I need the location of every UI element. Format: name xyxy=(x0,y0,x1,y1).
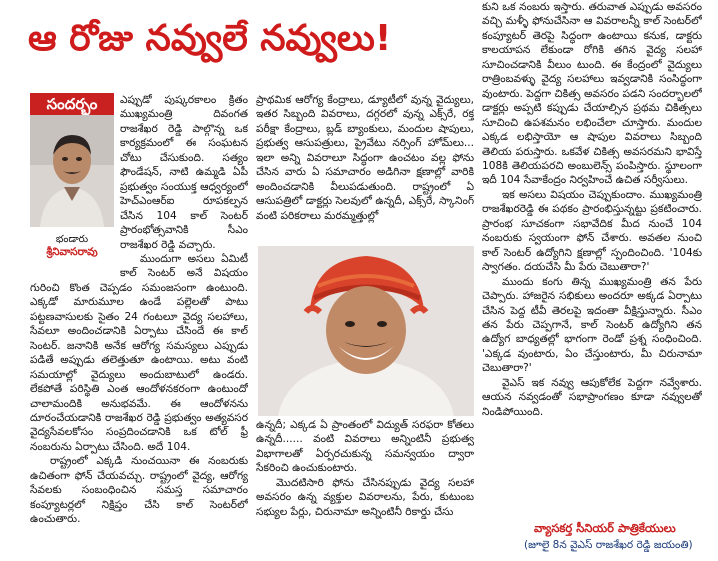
columnist-box xyxy=(30,93,114,265)
paragraph: ముందు కంగు తిన్న ముఖ్యమంత్రి తన పేరు చెప్పారు. హాజరైన సభికులు అందరూ అక్కడ ఏర్పాటు చేసిన పెద్ద టీవీ తెరలపై ఇదంతా వీక్షిస్తున్నారు. సీఎం తన పేరు చెప్పగానే, కాల్ సెంటర్ ఉద్యోగిని తన ఉద్యోగ బాధ్యతల్లో భాగంగా రెండో ప్రశ్న సంధించింది. 'ఎక్కడ వుంటారు, ఏం చేస్తుంటారు, మీ చిరునామా చెబుతారా?' xyxy=(482,275,702,375)
paragraph: ముందుగా అసలు ఏమిటీ కాల్ సెంటర్ అనే విషయం గురించి కొంత చెప్పడం సమంజసంగా ఉంటుంది. ఎక్కడో మారుమూల ఉండే పల్లెలతో పాటు పట్టణవాసులకు సైతం 24 గంటలూ వైద్య సలహాలు, సేవలూ అందించడానికి ఏర్పాటు చేసిందే ఈ కాల్ సెంటర్. జనానికి అనేక ఆరోగ్య సమస్యలు ఎప్పుడు పడితే అప్పుడు తలెత్తుతూ ఉంటాయి. అటు వంటి సమయాల్లో వైద్యులు అందుబాటులో ఉండరు. లేకపోతే పరిస్థితి ఎంత ఆందోళనకరంగా ఉంటుందో చాలామందికి అనుభవమే. ఈ ఆందోళనను దూరంచేయడానికి రాజశేఖర రెడ్డి ప్రభుత్వం అత్యవసర వైద్యసేవలకోసం సంప్రదించడానికి ఒక టోల్ ఫ్రీ నంబరును ఏర్పాటు చేసింది. అదే 104. xyxy=(30,252,248,453)
headline: ఆ రోజు నవ్వులే నవ్వులు! xyxy=(28,18,392,59)
byline-name: శ్రీనివాసరావు xyxy=(46,246,98,259)
columnist-photo xyxy=(30,115,114,227)
paragraph: కుని ఒక నంబరు ఇస్తారు. తరువాత ఎప్పుడు అవసరం వచ్చి మళ్ళీ ఫోనుచేసినా ఆ వివరాలన్నీ కాల్ సెంటర్‌లో కంప్యూటర్ తెరపై సిద్ధంగా ఉంటాయి కనుక, డాక్టరు కాలయాపన లేకుండా రోగికి తగిన వైద్య సలహా సూచించడానికి వీలుం టుంది. ఈ కేంద్రంలో వైద్యులు రాత్రింబవళ్ళు వైద్య సలహాలు ఇవ్వడానికి సంసిద్ధంగా వుంటారు. పెద్దగా చికిత్స అవసరం పడని సందర్భాలలో డాక్టర్లు అప్పటి కప్పుడు చేయాల్సిన ప్రథమ చికిత్సలు సూచించి ఉపశమనం లభించేలా చూస్తారు. మందుల ఎక్కడ లభిస్తాయో ఆ షాపుల వివరాలు సిబ్బంది తెలియ పరుస్తారు. ఒకవేళ చికిత్స అవసరమని భావిస్తే 108కి తెలియపరచి అంబులెన్స్ పంపిస్తారు. స్థూలంగా ఇదీ 104 సేవాకేంద్రం నిర్వహించే ఉచిత సర్వీసులు. xyxy=(482,1,702,187)
article-column-2-bottom xyxy=(256,418,474,561)
paragraph: మొదటిసారి ఫోను చేసినప్పుడు వైద్య సలహా అవసరం ఉన్న వ్యక్తుల వివరాలను, పేరు, కుటుంబ సభ్యుల పేర్లు, చిరునామా అన్నింటినీ రికార్డు చేసు xyxy=(256,476,474,518)
author-note: వ్యాసకర్త సీనియర్ పాత్రికేయులు xyxy=(534,521,676,535)
paragraph: రాష్ట్రంలో ఎక్కడి నుంచయినా ఈ నంబరుకు ఉచితంగా ఫోన్ చేయవచ్చు. రాష్ట్రంలో వైద్య, ఆరోగ్య సేవలకు సంబంధించిన సమస్త సమాచారం కంప్యూటర్లలో నిక్షిప్తం చేసి కాల్ సెంటర్‌లో ఉంచుతారు. xyxy=(30,455,248,526)
paragraph: ఇక అసలు విషయం చెప్పుకుందాం. ముఖ్యమంత్రి రాజశేఖరరెడ్డి ఈ పథకం ప్రారంభిస్తున్నట్టు ప్రకటించారు. ప్రారంభ సూచకంగా సభావేదిక మీద నుంచే 104 నంబరుకు స్వయంగా ఫోన్ చేశారు. అవతల నుంచి కాల్ సెంటర్ ఉద్యోగిని క్షణాల్లో స్పందించింది. '104కు స్వాగతం. దయచేసి మీ పేరు చెబుతారా?' xyxy=(482,188,702,274)
paragraph: ఎప్పుడో పుష్కరకాలం క్రితం ముఖ్యమంత్రి దివంగత రాజశేఖర రెడ్డి పాల్గొన్న ఒక కార్యక్రమంలో ఈ సంఘటన చోటు చేసుకుంది. సత్యం ఫౌండేషన్, నాటి ఉమ్మడి ఏపీ ప్రభుత్వం సంయుక్త ఆధ్వర్యంలో హెచ్‌ఎంఆర్‌ఐ రూపకల్పన చేసిన 104 కాల్ సెంటర్ ప్రారంభోత్సవానికి సీఎం రాజశేఖర రెడ్డి వచ్చారు. xyxy=(120,94,248,251)
column-tag: సందర్భం xyxy=(30,93,114,115)
article-column-2-top xyxy=(256,93,474,243)
paragraph: వైఎస్ ఇక నవ్వు ఆపుకోలేక పెద్దగా నవ్వేశారు. ఆయన నవ్వడంతో సభాప్రాంగణం కూడా నవ్వులతో నిండిపోయింది. xyxy=(482,376,702,418)
article-column-3 xyxy=(482,0,702,525)
article-column-1 xyxy=(30,93,248,533)
byline-prefix: భండారు xyxy=(55,234,89,246)
ysr-photo xyxy=(258,246,474,416)
occasion-note: (జూలై 8న వైఎస్ రాజశేఖర రెడ్డి జయంతి) xyxy=(524,539,693,551)
paragraph: ఉన్నదీ; ఎక్కడ ఏ ప్రాంతంలో విద్యుత్ సరఫరా కోతలు ఉన్నదీ...... వంటి వివరాలు అన్నింటినీ ప్రభుత్వ విభాగాలతో ఏర్పరచుకున్న సమన్వయం ద్వారా సేకరించి ఉంచుకుంటారు. xyxy=(256,419,474,475)
paragraph: ప్రాథమిక ఆరోగ్య కేంద్రాలు, డ్యూటీలో వున్న వైద్యులు, ఇతర సిబ్బంది వివరాలు, దగ్గరలో వున్న ఎక్స్‌రే, రక్త పరీక్షా కేంద్రాలు, బ్లడ్ బ్యాంకులు, మందుల షాపులు, ప్రభుత్వ ఆసుపత్రులు, ప్రైవేటు నర్సింగ్ హోమ్‌లు... ఇలా అన్ని వివరాలూ సిద్ధంగా ఉంచటం వల్ల ఫోను చేసిన వారు ఏ సమాచారం అడిగినా క్షణాల్లో వారికి అందించడానికి వీలుపడుతుంది. రాష్ట్రంలో ఏ ఆసుపత్రిలో డాక్టర్లు సెలవులో ఉన్నదీ, ఎక్స్‌రే, స్కానింగ్ వంటి పరికరాలు మరమ్మత్తుల్లో xyxy=(256,94,474,222)
